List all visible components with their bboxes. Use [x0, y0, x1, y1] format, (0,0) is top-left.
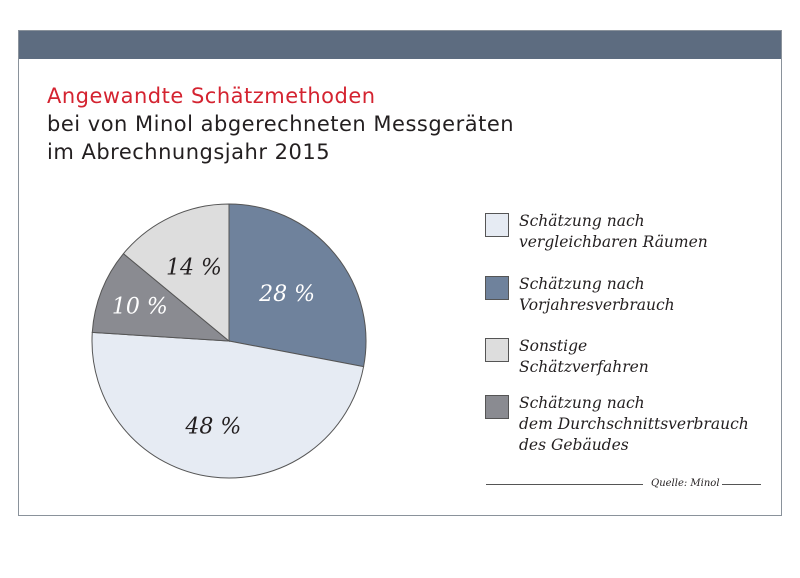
- chart-title: Angewandte Schätzmethoden: [47, 84, 376, 108]
- legend-label-line: Sonstige: [519, 337, 588, 355]
- legend-label-line: Vorjahresverbrauch: [519, 296, 675, 314]
- pie-slice-label: 48 %: [185, 414, 242, 440]
- source-rule-left: [486, 484, 643, 485]
- legend-label-line: Schätzung nach: [519, 275, 645, 293]
- legend-swatch: [485, 276, 509, 300]
- legend-label-line: des Gebäudes: [519, 436, 629, 454]
- header-bar: [19, 31, 781, 59]
- source-text: Quelle: Minol: [651, 478, 720, 489]
- chart-subtitle-line1: bei von Minol abgerechneten Messgeräten: [47, 112, 515, 136]
- source-note: [486, 477, 761, 491]
- source-rule-right: [722, 484, 761, 485]
- legend-item-vorjahresverbrauch: [485, 274, 775, 336]
- legend-item-durchschnittsverbrauch: [485, 393, 775, 456]
- legend-item-sonstige: [485, 336, 775, 393]
- legend-swatch: [485, 395, 509, 419]
- legend-label-line: dem Durchschnittsverbrauch: [519, 415, 749, 433]
- pie-slice-label: 28 %: [259, 281, 316, 307]
- legend-swatch: [485, 338, 509, 362]
- legend-label-line: Schätzung nach: [519, 394, 645, 412]
- legend-label-line: Schätzverfahren: [519, 358, 649, 376]
- legend-label-line: Schätzung nach: [519, 212, 645, 230]
- legend-swatch: [485, 213, 509, 237]
- legend: [485, 211, 775, 456]
- pie-slice-label: 14 %: [166, 255, 222, 281]
- legend-item-vergleichbare-raeume: [485, 211, 775, 274]
- chart-subtitle-line2: im Abrechnungsjahr 2015: [47, 140, 331, 164]
- pie-slice-label: 10 %: [111, 294, 168, 320]
- pie-chart: [79, 186, 399, 486]
- legend-label-line: vergleichbaren Räumen: [519, 233, 708, 251]
- chart-frame: [18, 30, 782, 516]
